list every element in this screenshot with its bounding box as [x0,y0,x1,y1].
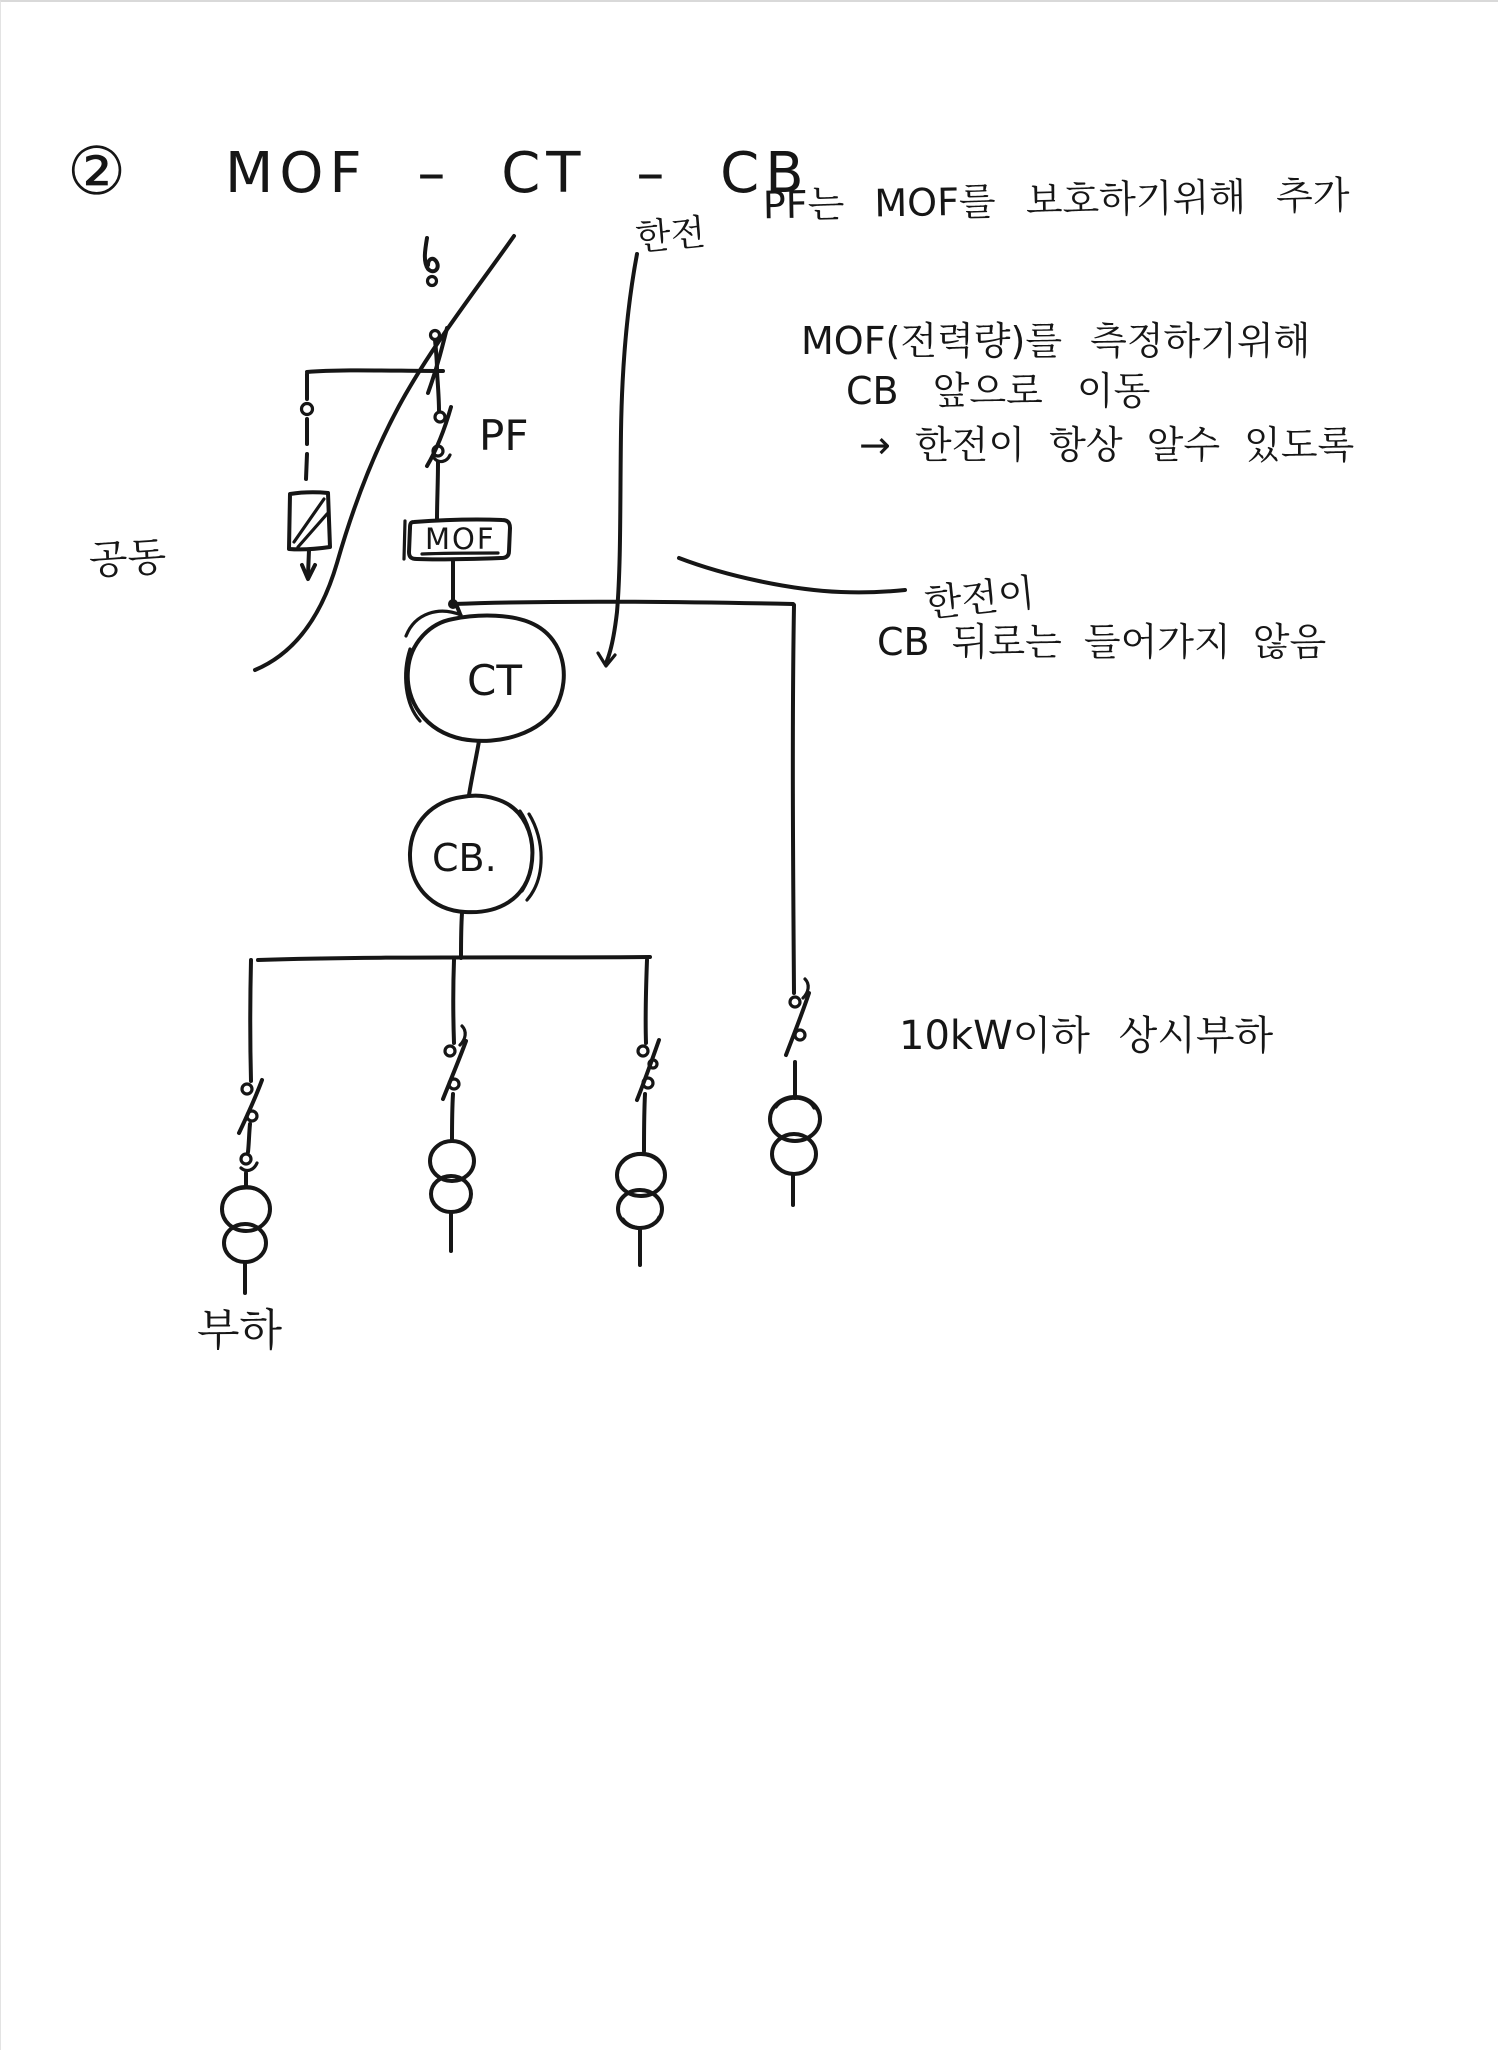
mof-label: MOF [425,522,496,556]
feeder-3 [617,960,665,1265]
left-branch-label: 공동 [87,534,168,585]
boundary-note-line2: CB 뒤로는 들어가지 않음 [877,620,1327,664]
page-title: MOF – CT – CB [225,141,810,206]
feeder-4 [770,605,820,1205]
feeder-1 [197,960,283,1356]
freehand-curves [255,236,905,670]
ct-label: CT [467,656,522,705]
load-note: 10kW이하 상시부하 [899,1013,1274,1059]
item-number: ② [67,133,127,210]
mof-box [404,520,510,600]
ct-symbol [406,604,564,795]
incoming-utility-label: 한전 [634,212,708,260]
pf-note: PF는 MOF를 보호하기위해 추가 [762,173,1350,228]
pt-branch [88,374,330,584]
cb-label: CB. [432,836,497,880]
boundary-note-line1: 한전이 [922,570,1037,626]
pf-label: PF [479,411,529,460]
boundary-note-connector [679,558,905,592]
hand-drawn-one-line-diagram [1,2,1498,2050]
disconnect-switch [307,328,447,411]
junction [448,599,793,609]
load-label: 부하 [197,1305,283,1356]
mof-note-line3: → 한전이 항상 알수 있도록 [859,423,1355,467]
mof-note-line2: CB 앞으로 이동 [846,369,1151,413]
mof-note-line1: MOF(전력량)를 측정하기위해 [801,319,1311,363]
incoming-terminal [425,238,438,286]
pf-fuse [427,407,529,519]
feeder-2 [430,960,474,1251]
cb-symbol [410,796,541,958]
